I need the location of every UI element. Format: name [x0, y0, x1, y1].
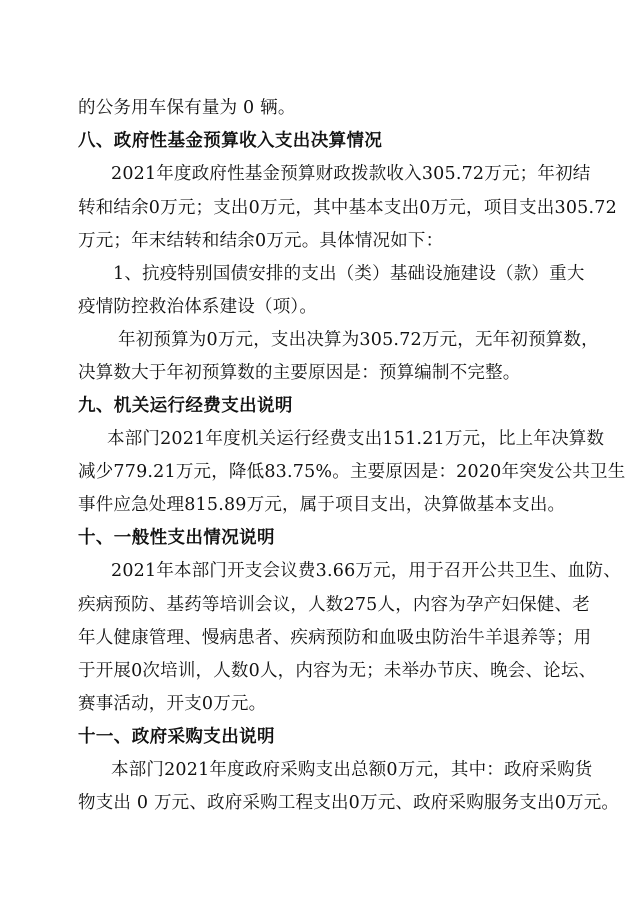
body-text-line: 赛事活动，开支0万元。 — [78, 694, 267, 714]
section-heading-general-expenses: 十、一般性支出情况说明 — [78, 528, 275, 548]
body-text-line: 本部门2021年度政府采购支出总额0万元，其中：政府采购货 — [111, 760, 593, 780]
body-text-line: 物支出 0 万元、政府采购工程支出0万元、政府采购服务支出0万元。 — [78, 793, 620, 813]
section-heading-operating-expenses: 九、机关运行经费支出说明 — [78, 396, 293, 416]
body-text-line: 疾病预防、基药等培训会议，人数275人，内容为孕产妇保健、老 — [78, 595, 590, 615]
section-heading-procurement: 十一、政府采购支出说明 — [78, 727, 275, 747]
body-text-line: 决算数大于年初预算数的主要原因是：预算编制不完整。 — [78, 363, 521, 383]
body-text-line: 本部门2021年度机关运行经费支出151.21万元，比上年决算数 — [107, 429, 605, 449]
body-text-line: 万元；年末结转和结余0万元。具体情况如下： — [78, 231, 444, 251]
body-text-line: 疫情防控救治体系建设（项）。 — [78, 297, 318, 317]
body-text-line: 于开展0次培训，人数0人，内容为无；未举办节庆、晚会、论坛、 — [78, 661, 597, 681]
body-text-line: 2021年度政府性基金预算财政拨款收入305.72万元；年初结 — [111, 164, 591, 184]
body-text-line: 1、抗疫特别国债安排的支出（类）基础设施建设（款）重大 — [113, 264, 585, 284]
body-text-line: 年初预算为0万元，支出决算为305.72万元，无年初预算数， — [118, 330, 599, 350]
body-text-line: 2021年本部门开支会议费3.66万元，用于召开公共卫生、血防、 — [111, 561, 621, 581]
body-text-line: 年人健康管理、慢病患者、疾病预防和血吸虫防治牛羊退养等；用 — [78, 628, 592, 648]
body-text-line: 转和结余0万元；支出0万元，其中基本支出0万元，项目支出305.72 — [78, 198, 617, 218]
body-text-line: 事件应急处理815.89万元，属于项目支出，决算做基本支出。 — [78, 495, 566, 515]
body-text-line: 减少779.21万元，降低83.75%。主要原因是：2020年突发公共卫生 — [78, 462, 626, 482]
body-text-line: 的公务用车保有量为 0 辆。 — [78, 98, 296, 118]
section-heading-government-fund: 八、政府性基金预算收入支出决算情况 — [78, 131, 383, 151]
